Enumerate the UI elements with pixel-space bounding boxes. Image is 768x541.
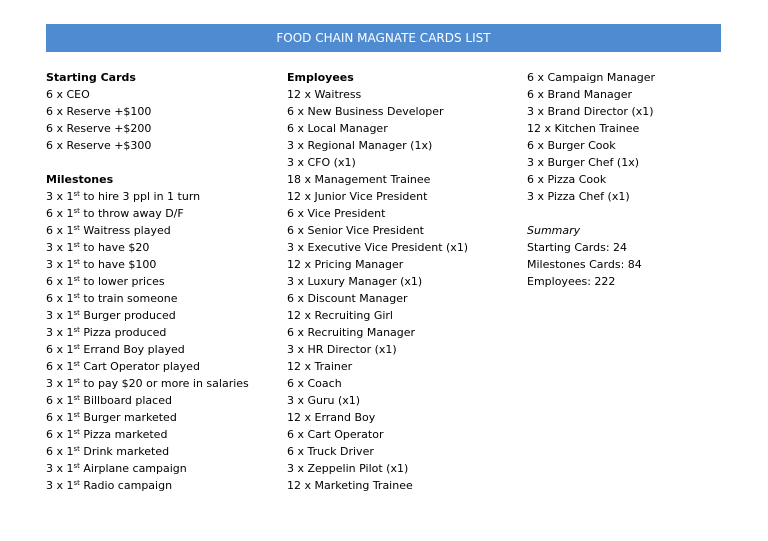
milestone-item: 6 x 1st Cart Operator played	[46, 360, 200, 373]
employee-item: 3 x CFO (x1)	[287, 156, 356, 169]
column-middle	[287, 69, 468, 494]
employee-item: 6 x Discount Manager	[287, 292, 408, 305]
employee-item: 3 x HR Director (x1)	[287, 343, 397, 356]
summary-line: Milestones Cards: 84	[527, 258, 642, 271]
employee-item: 12 x Marketing Trainee	[287, 479, 413, 492]
employee-item: 6 x Local Manager	[287, 122, 388, 135]
starting-card-item: 6 x Reserve +$300	[46, 139, 152, 152]
milestone-item: 6 x 1st Errand Boy played	[46, 343, 185, 356]
milestone-item: 3 x 1st to have $100	[46, 258, 157, 271]
spacer	[46, 154, 249, 171]
milestone-item: 6 x 1st Waitress played	[46, 224, 171, 237]
milestones-list	[46, 188, 249, 494]
milestone-item: 3 x 1st to have $20	[46, 241, 150, 254]
employee-item: 12 x Junior Vice President	[287, 190, 428, 203]
milestone-item: 3 x 1st Burger produced	[46, 309, 176, 322]
employee-item: 6 x Brand Manager	[527, 88, 632, 101]
employee-item: 6 x Cart Operator	[287, 428, 384, 441]
milestone-item: 3 x 1st to pay $20 or more in salaries	[46, 377, 249, 390]
employee-item: 6 x Vice President	[287, 207, 386, 220]
milestone-item: 6 x 1st to throw away D/F	[46, 207, 184, 220]
milestone-item: 6 x 1st to train someone	[46, 292, 178, 305]
employee-item: 3 x Guru (x1)	[287, 394, 361, 407]
summary-line: Employees: 222	[527, 275, 616, 288]
column-right	[527, 69, 655, 290]
employee-item: 6 x Pizza Cook	[527, 173, 607, 186]
employee-item: 18 x Management Trainee	[287, 173, 431, 186]
employee-item: 3 x Regional Manager (1x)	[287, 139, 433, 152]
employee-item: 3 x Executive Vice President (x1)	[287, 241, 469, 254]
employee-item: 12 x Pricing Manager	[287, 258, 404, 271]
employee-item: 3 x Pizza Chef (x1)	[527, 190, 630, 203]
employee-item: 6 x Burger Cook	[527, 139, 616, 152]
employee-item: 6 x Senior Vice President	[287, 224, 424, 237]
employee-item: 3 x Zeppelin Pilot (x1)	[287, 462, 409, 475]
milestones-heading: Milestones	[46, 173, 114, 186]
title-banner	[46, 24, 721, 52]
employee-item: 12 x Kitchen Trainee	[527, 122, 640, 135]
milestone-item: 3 x 1st Airplane campaign	[46, 462, 187, 475]
employee-item: 6 x Recruiting Manager	[287, 326, 416, 339]
employee-item: 6 x Coach	[287, 377, 342, 390]
employee-item: 12 x Recruiting Girl	[287, 309, 393, 322]
starting-card-item: 6 x CEO	[46, 88, 90, 101]
milestone-item: 6 x 1st Drink marketed	[46, 445, 170, 458]
starting-card-item: 6 x Reserve +$200	[46, 122, 152, 135]
page-title: FOOD CHAIN MAGNATE CARDS LIST	[276, 31, 491, 45]
employee-item: 3 x Burger Chef (1x)	[527, 156, 639, 169]
employee-item: 12 x Trainer	[287, 360, 353, 373]
milestone-item: 3 x 1st Radio campaign	[46, 479, 173, 492]
employee-item: 12 x Waitress	[287, 88, 362, 101]
employee-item: 6 x Campaign Manager	[527, 71, 656, 84]
employee-item: 3 x Brand Director (x1)	[527, 105, 654, 118]
starting-cards-heading: Starting Cards	[46, 71, 136, 84]
employee-item: 3 x Luxury Manager (x1)	[287, 275, 423, 288]
milestone-item: 6 x 1st Billboard placed	[46, 394, 172, 407]
milestone-item: 3 x 1st Pizza produced	[46, 326, 167, 339]
spacer	[527, 205, 655, 222]
milestone-item: 6 x 1st Burger marketed	[46, 411, 177, 424]
column-left	[46, 69, 249, 494]
employees-heading: Employees	[287, 71, 354, 84]
milestone-item: 6 x 1st to lower prices	[46, 275, 165, 288]
employee-item: 12 x Errand Boy	[287, 411, 376, 424]
employee-item: 6 x New Business Developer	[287, 105, 444, 118]
summary-line: Starting Cards: 24	[527, 241, 628, 254]
summary-heading: Summary	[527, 224, 581, 237]
starting-card-item: 6 x Reserve +$100	[46, 105, 152, 118]
employee-item: 6 x Truck Driver	[287, 445, 374, 458]
milestone-item: 6 x 1st Pizza marketed	[46, 428, 168, 441]
milestone-item: 3 x 1st to hire 3 ppl in 1 turn	[46, 190, 201, 203]
